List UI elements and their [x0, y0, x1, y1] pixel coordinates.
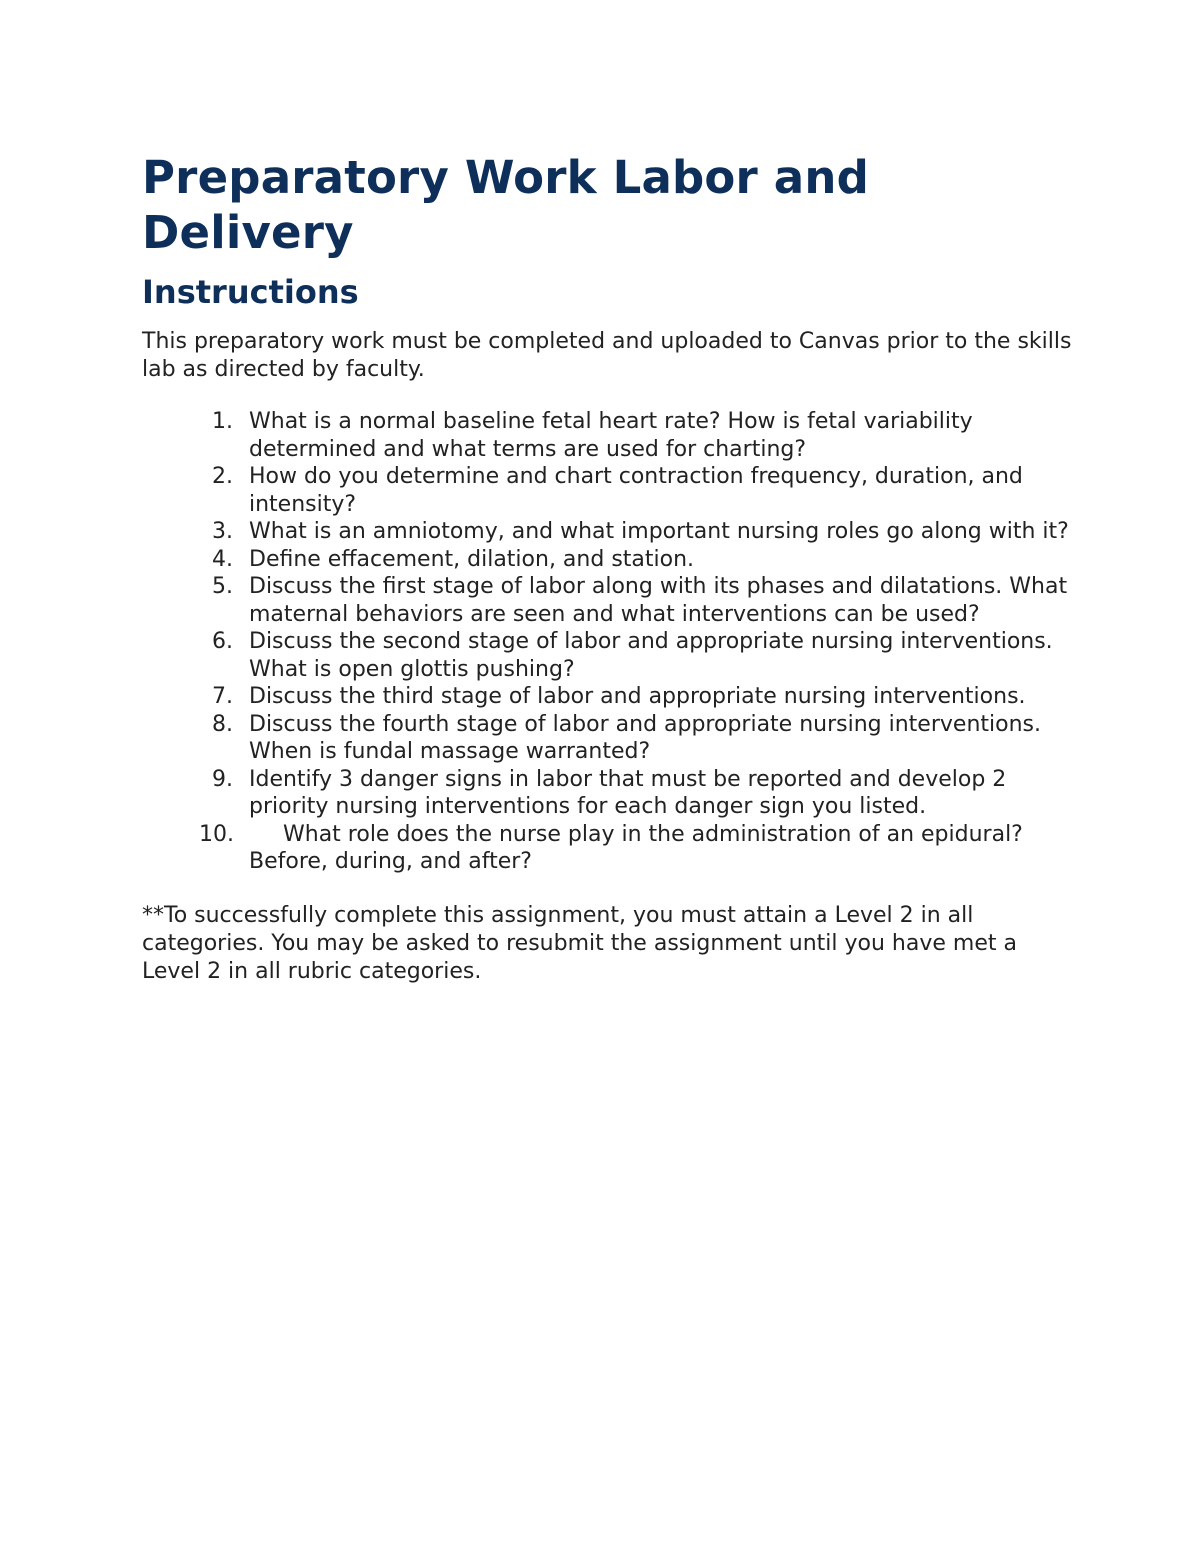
- list-item-number: 10.: [199, 821, 234, 847]
- section-heading-instructions: Instructions: [142, 273, 359, 311]
- list-item: [142, 408, 1072, 463]
- document-page: [142, 150, 1072, 986]
- list-item: [142, 546, 1072, 574]
- list-item: [142, 821, 1072, 876]
- list-item-number: 2.: [212, 464, 233, 489]
- completion-note: **To successfully complete this assignment, you must attain a Level 2 in all categories. You may be asked to resubmit the assignment until you have met a Level 2 in all rubric categories.: [142, 902, 1017, 984]
- list-item-text: Discuss the fourth stage of labor and appropriate nursing interventions. When is fundal massage warranted?: [249, 711, 1041, 764]
- list-item-text: How do you determine and chart contraction frequency, duration, and intensity?: [249, 464, 1023, 517]
- list-item-text: Define effacement, dilation, and station.: [249, 546, 695, 572]
- list-item-number: 7.: [212, 684, 233, 709]
- list-item-number: 4.: [212, 546, 233, 572]
- list-item-number: 6.: [212, 629, 233, 654]
- list-item: [142, 766, 1072, 821]
- list-item-number: 9.: [212, 766, 233, 792]
- list-item-text: Discuss the third stage of labor and appropriate nursing interventions.: [249, 684, 1026, 709]
- list-item: [142, 463, 1072, 518]
- list-item: [142, 711, 1072, 766]
- intro-paragraph: This preparatory work must be completed and uploaded to Canvas prior to the skills lab as directed by faculty.: [142, 329, 1072, 382]
- list-item-number: 5.: [212, 574, 233, 599]
- list-item-number: 3.: [212, 519, 233, 544]
- list-item: [142, 573, 1072, 628]
- list-item-text: Discuss the first stage of labor along with its phases and dilatations. What maternal behaviors are seen and what interventions can be used?: [249, 574, 1068, 627]
- list-item-text: Identify 3 danger signs in labor that must be reported and develop 2 priority nursing interventions for each danger sign you listed.: [249, 766, 1007, 819]
- list-item-text: What is a normal baseline fetal heart rate? How is fetal variability determined and what terms are used for charting?: [249, 409, 973, 462]
- document-title: Preparatory Work Labor and Delivery: [142, 151, 870, 259]
- question-list: [142, 408, 1072, 876]
- list-item-text: Discuss the second stage of labor and appropriate nursing interventions. What is open glottis pushing?: [249, 629, 1053, 682]
- list-item-text: What role does the nurse play in the administration of an epidural? Before, during, and after?: [249, 821, 1023, 874]
- list-item: [142, 628, 1072, 683]
- list-item: [142, 683, 1072, 711]
- list-item-number: 1.: [212, 409, 233, 434]
- list-item-text: What is an amniotomy, and what important nursing roles go along with it?: [249, 519, 1069, 544]
- list-item-number: 8.: [212, 711, 233, 737]
- list-item: [142, 518, 1072, 546]
